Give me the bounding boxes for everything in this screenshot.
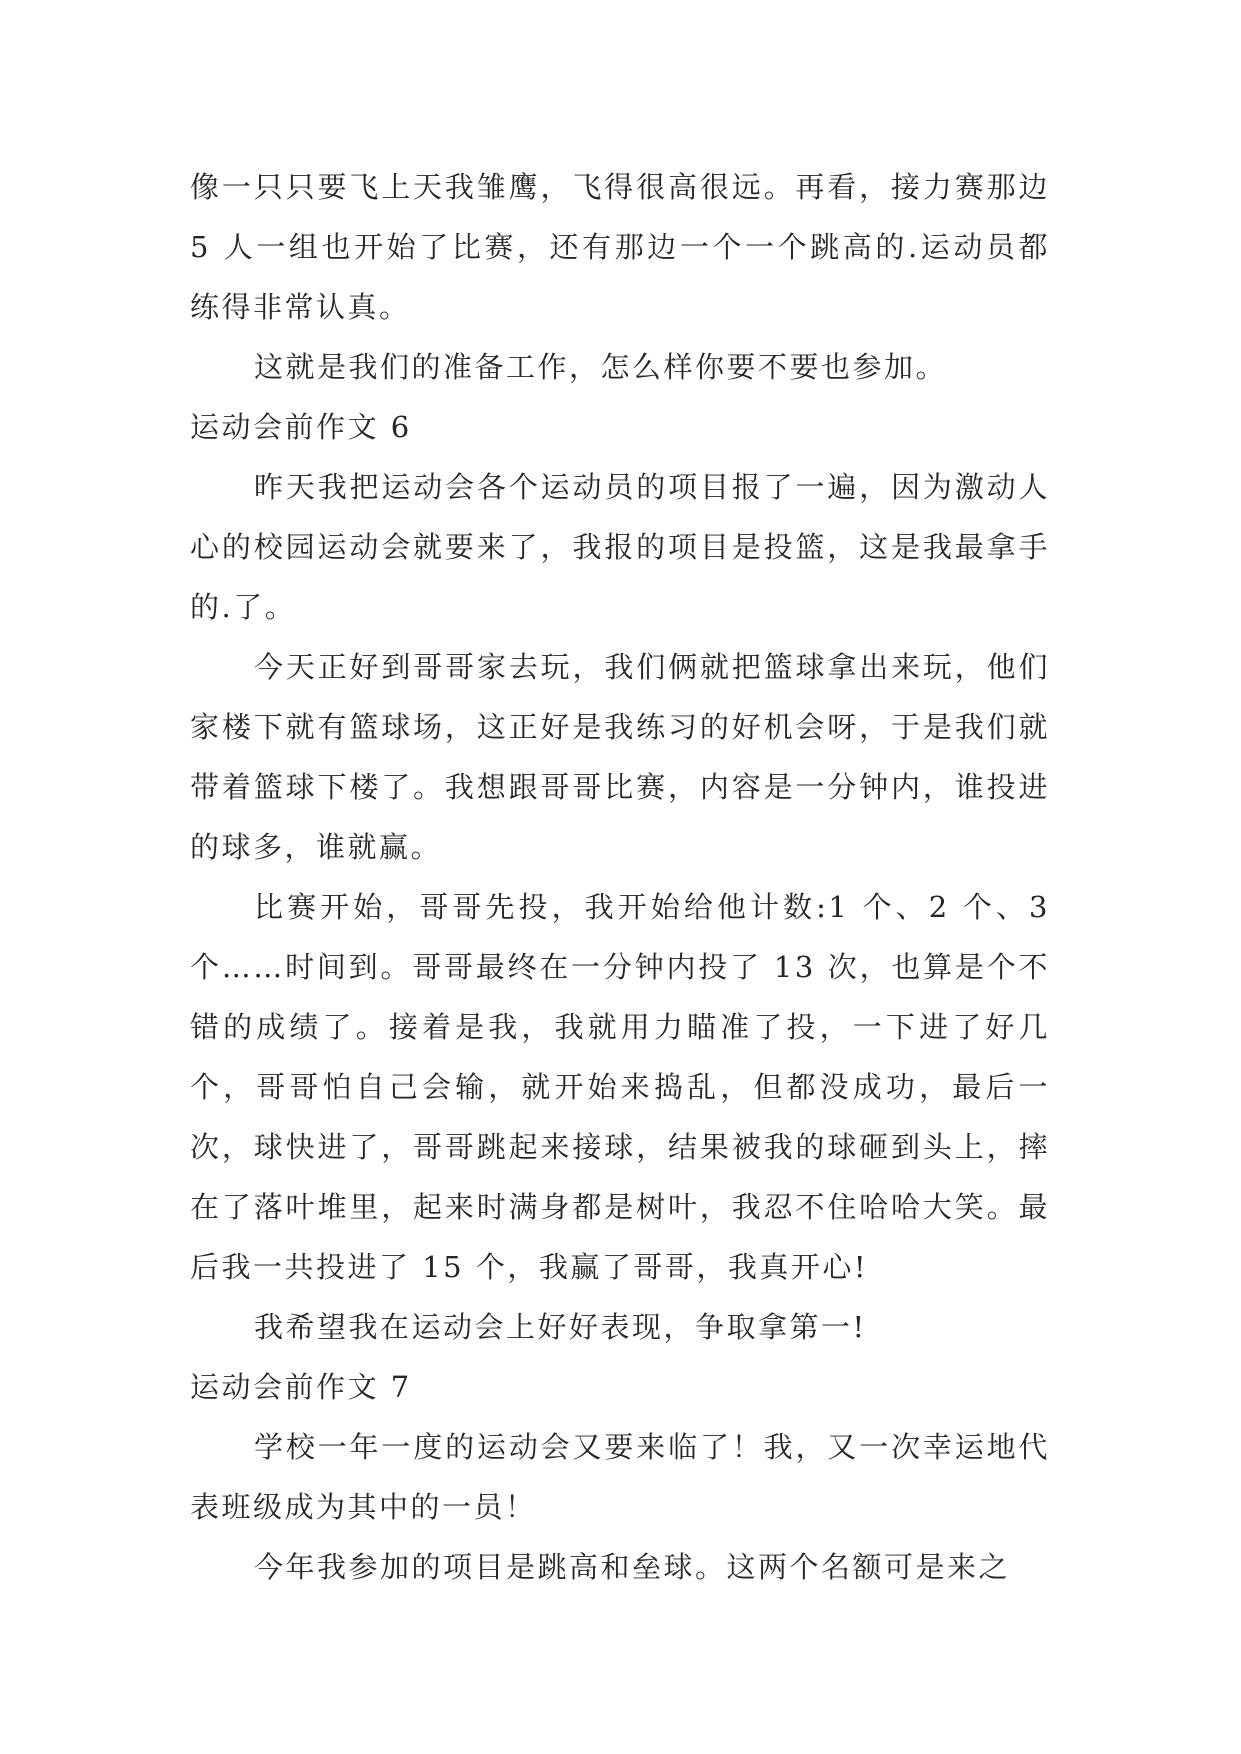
- paragraph-continued: 像一只只要飞上天我雏鹰，飞得很高很远。再看，接力赛那边 5 人一组也开始了比赛，还有那边一个一个跳高的.运动员都练得非常认真。: [190, 170, 1050, 324]
- paragraph: 昨天我把运动会各个运动员的项目报了一遍，因为激动人心的校园运动会就要来了，我报的项目是投篮，这是我最拿手的.了。: [190, 470, 1050, 624]
- paragraph: 这就是我们的准备工作，怎么样你要不要也参加。: [254, 350, 948, 384]
- section-heading: 运动会前作文 6: [190, 410, 412, 444]
- paragraph: 今天正好到哥哥家去玩，我们俩就把篮球拿出来玩，他们家楼下就有篮球场，这正好是我练习的好机会呀，于是我们就带着篮球下楼了。我想跟哥哥比赛，内容是一分钟内，谁投进的球多，谁就赢。: [190, 650, 1050, 864]
- paragraph: 我希望我在运动会上好好表现，争取拿第一!: [254, 1310, 867, 1344]
- paragraph: 比赛开始，哥哥先投，我开始给他计数:1 个、2 个、3 个……时间到。哥哥最终在一分钟内投了 13 次，也算是个不错的成绩了。接着是我，我就用力瞄准了投，一下进了好几个，哥哥怕自己会输，就开始来捣乱，但都没成功，最后一次，球快进了，哥哥跳起来接球，结果被我的球砸到头上，摔在了落叶堆里，起来时满身都是树叶，我忍不住哈哈大笑。最后我一共投进了 15 个，我赢了哥哥，我真开心!: [190, 890, 1050, 1284]
- paragraph: 今年我参加的项目是跳高和垒球。这两个名额可是来之: [254, 1550, 1011, 1584]
- article-body: [190, 157, 1050, 1597]
- paragraph: 学校一年一度的运动会又要来临了！我，又一次幸运地代表班级成为其中的一员！: [190, 1430, 1050, 1524]
- section-heading: 运动会前作文 7: [190, 1370, 412, 1404]
